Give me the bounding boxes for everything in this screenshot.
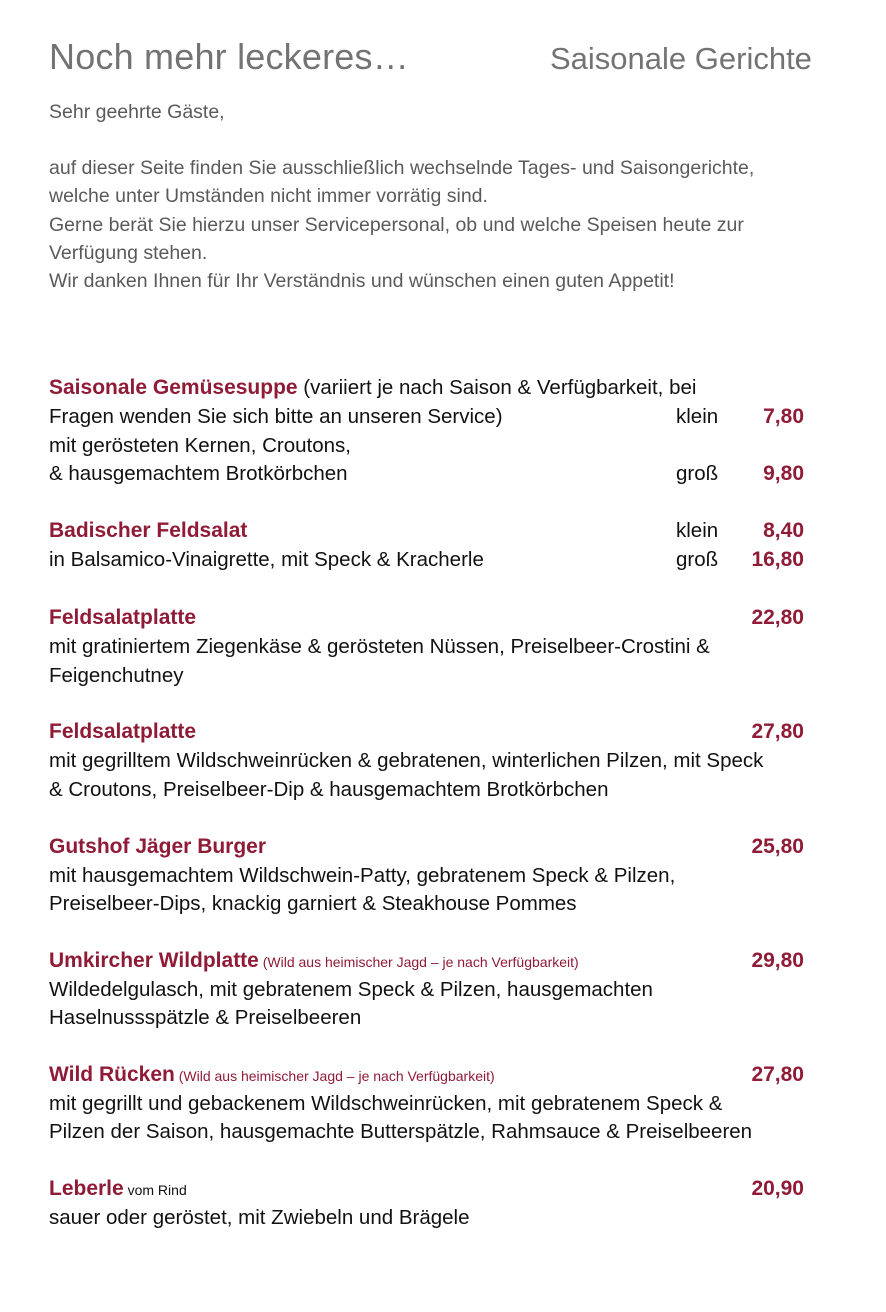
dish-platte1-price: 22,80 (751, 606, 804, 629)
intro-line-2: welche unter Umständen nicht immer vorrätig sind. (49, 185, 488, 207)
dish-ruecken-price: 27,80 (751, 1063, 804, 1086)
dish-platte1-title-line (49, 604, 849, 632)
dish-leberle-title-line (49, 1175, 849, 1204)
dish-leberle-price: 20,90 (751, 1177, 804, 1200)
dish-platte2-price: 27,80 (751, 720, 804, 743)
dish-soup-desc-2: Fragen wenden Sie sich bitte an unseren Service) (49, 405, 503, 428)
dish-feldsalat-name: Badischer Feldsalat (49, 519, 248, 542)
dish-soup-size-large: groß (676, 462, 719, 485)
dish-platte1-desc-2: Feigenchutney (49, 664, 184, 687)
intro-line-4: Verfügung stehen. (49, 242, 208, 264)
dish-platte2-name: Feldsalatplatte (49, 720, 197, 743)
dish-feldsalat-desc-1: in Balsamico-Vinaigrette, mit Speck & Kracherle (49, 548, 484, 571)
dish-platte1-name: Feldsalatplatte (49, 606, 197, 629)
dish-soup-price-large: 9,80 (763, 462, 804, 485)
dish-feldsalat-size-small: klein (676, 519, 719, 542)
intro-line-5: Wir danken Ihnen für Ihr Verständnis und wünschen einen guten Appetit! (49, 270, 675, 292)
dish-feldsalat-price-small: 8,40 (763, 519, 804, 542)
dish-soup-title-line (49, 374, 849, 402)
dish-wildplatte-desc-2: Haselnussspätzle & Preiselbeeren (49, 1006, 362, 1029)
dish-feldsalat-size-large: groß (676, 548, 719, 571)
dish-platte2-desc-2: & Croutons, Preiselbeer-Dip & hausgemachtem Brotkörbchen (49, 778, 609, 801)
intro-line-1: auf dieser Seite finden Sie ausschließlich wechselnde Tages- und Saisongerichte, (49, 157, 755, 179)
dish-wildplatte-note: (Wild aus heimischer Jagd – je nach Verfügbarkeit) (258, 954, 579, 970)
page-title: Noch mehr leckeres… (49, 36, 409, 77)
dish-burger-price: 25,80 (751, 835, 804, 858)
dish-feldsalat-title-line (49, 517, 849, 545)
dish-soup-name: Saisonale Gemüsesuppe (49, 376, 298, 399)
dish-feldsalat-price-large: 16,80 (751, 548, 804, 571)
dish-ruecken-desc-2: Pilzen der Saison, hausgemachte Butterspätzle, Rahmsauce & Preiselbeeren (49, 1120, 753, 1143)
dish-soup-note: (variiert je nach Saison & Verfügbarkeit, bei (297, 376, 697, 399)
dish-burger-title-line (49, 833, 849, 861)
dish-platte1-desc-1: mit gratiniertem Ziegenkäse & gerösteten Nüssen, Preiselbeer-Crostini & (49, 635, 710, 658)
dish-soup-size-small: klein (676, 405, 719, 428)
page-subtitle: Saisonale Gerichte (550, 41, 812, 76)
dish-soup-desc-4: & hausgemachtem Brotkörbchen (49, 462, 348, 485)
dish-ruecken-note: (Wild aus heimischer Jagd – je nach Verfügbarkeit) (174, 1068, 495, 1084)
dish-leberle-name: Leberle (49, 1177, 124, 1200)
dish-wildplatte-title-line (49, 947, 849, 976)
dish-ruecken-desc-1: mit gegrillt und gebackenem Wildschweinrücken, mit gebratenem Speck & (49, 1092, 723, 1115)
dish-wildplatte-desc-1: Wildedelgulasch, mit gebratenem Speck & Pilzen, hausgemachten (49, 978, 653, 1001)
dish-burger-desc-1: mit hausgemachtem Wildschwein-Patty, gebratenem Speck & Pilzen, (49, 864, 676, 887)
dish-platte2-title-line (49, 718, 849, 746)
dish-ruecken-name: Wild Rücken (49, 1063, 175, 1086)
dish-leberle-desc-1: sauer oder geröstet, mit Zwiebeln und Brägele (49, 1206, 470, 1229)
dish-wildplatte-name: Umkircher Wildplatte (49, 949, 259, 972)
dish-platte2-desc-1: mit gegrilltem Wildschweinrücken & gebratenen, winterlichen Pilzen, mit Speck (49, 749, 764, 772)
dish-wildplatte-price: 29,80 (751, 949, 804, 972)
dish-soup-desc-3: mit gerösteten Kernen, Croutons, (49, 434, 351, 457)
intro-line-3: Gerne berät Sie hierzu unser Servicepersonal, ob und welche Speisen heute zur (49, 214, 744, 236)
dish-burger-name: Gutshof Jäger Burger (49, 835, 267, 858)
dish-ruecken-title-line (49, 1061, 849, 1090)
dish-leberle-note: vom Rind (123, 1182, 187, 1198)
intro-greeting: Sehr geehrte Gäste, (49, 101, 225, 123)
dish-burger-desc-2: Preiselbeer-Dips, knackig garniert & Steakhouse Pommes (49, 892, 577, 915)
dish-soup-price-small: 7,80 (763, 405, 804, 428)
